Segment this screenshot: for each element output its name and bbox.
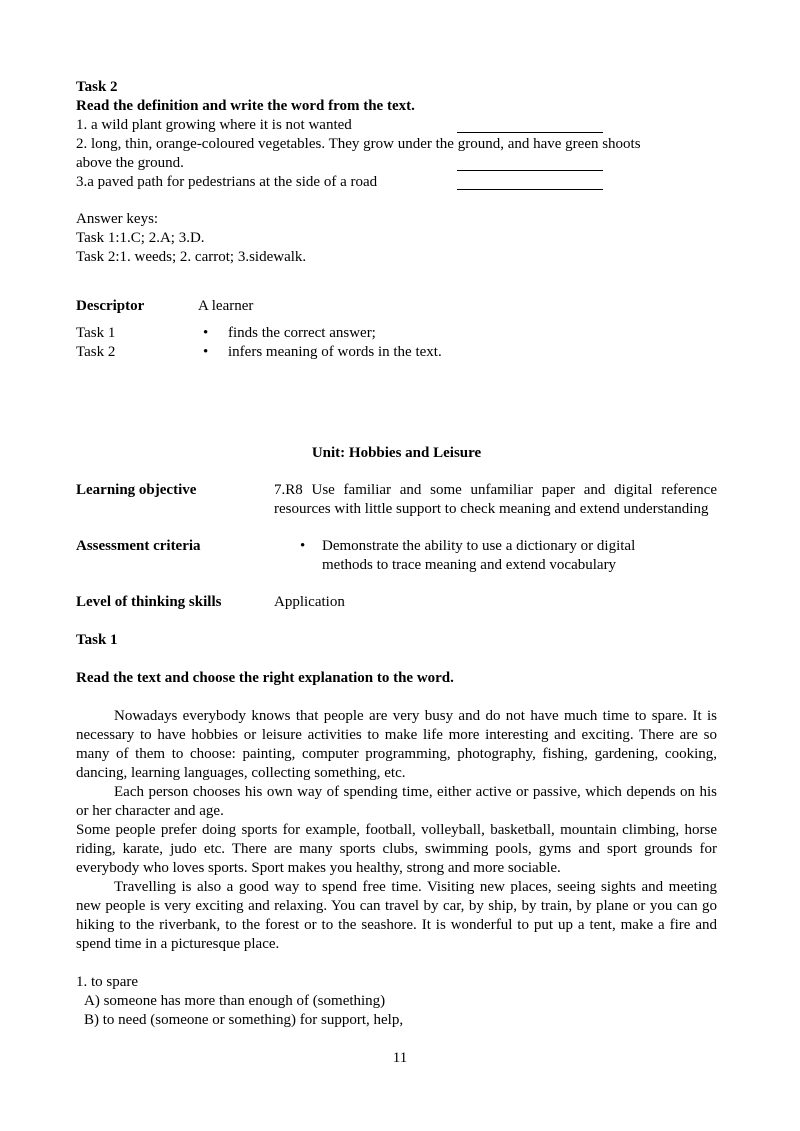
answer-key-task1: Task 1:1.C; 2.A; 3.D. [76, 230, 205, 246]
page-content [76, 78, 717, 1030]
reading-paragraph-3: Some people prefer doing sports for example, football, volleyball, basketball, mountain climbing, horse riding, karate, judo etc. There are many sports clubs, swimming pools, gyms and sport grounds for everybody who loves sports. Sport makes you healthy, strong and more sociable. [76, 822, 717, 876]
reading-paragraph-1: Nowadays everybody knows that people are very busy and do not have much time to spare. It is necessary to have hobbies or leisure activities to make life more interesting and exciting. There are so many of them to choose: painting, computer programming, photography, fishing, gardening, cooking, dancing, learning languages, collecting something, etc. [76, 708, 717, 781]
assessment-criteria-line1: Demonstrate the ability to use a dictionary or digital [322, 538, 636, 554]
reading-paragraph-2: Each person chooses his own way of spending time, either active or passive, which depends on his or her character and age. [76, 784, 717, 819]
answer-key-task2: Task 2:1. weeds; 2. carrot; 3.sidewalk. [76, 249, 307, 265]
assessment-criteria-label: Assessment criteria [76, 538, 201, 554]
learning-objective-row [76, 481, 717, 519]
descriptor-table [76, 297, 717, 381]
learning-objective-text: 7.R8 Use familiar and some unfamiliar paper and digital reference resources with little support to check meaning and extend understanding [274, 482, 717, 517]
unit-title: Unit: Hobbies and Leisure [311, 445, 482, 461]
definition-1-text: 1. a wild plant growing where it is not wanted [76, 117, 352, 133]
assessment-criteria-row [76, 537, 717, 575]
assessment-criteria-line2: methods to trace meaning and extend vocabulary [322, 557, 617, 573]
descriptor-learner: A learner [198, 298, 254, 314]
answer-blank-1[interactable] [457, 118, 603, 133]
assessment-criteria-value [274, 537, 717, 575]
task2-instruction: Read the definition and write the word from the text. [76, 98, 415, 114]
descriptor-bullet-2: • infers meaning of words in the text. [198, 343, 442, 362]
definition-2-text-cont: above the ground. [76, 155, 184, 171]
descriptor-bullet-1: • finds the correct answer; [198, 324, 442, 343]
question-1: 1. to spare [76, 974, 139, 990]
descriptor-task1: Task 1 [76, 325, 116, 341]
page-number: 11 [392, 1050, 408, 1066]
descriptor-bullets [198, 324, 442, 362]
definition-1 [76, 116, 717, 135]
answer-blank-3[interactable] [457, 175, 603, 190]
task1-instruction: Read the text and choose the right explanation to the word. [76, 670, 454, 686]
thinking-skills-row [76, 593, 717, 612]
definition-2 [76, 154, 717, 173]
assessment-bullet: • [300, 538, 306, 554]
definition-3 [76, 173, 717, 192]
answer-blank-2[interactable] [457, 156, 603, 171]
thinking-skills-value: Application [274, 594, 345, 610]
definition-3-text: 3.a paved path for pedestrians at the side of a road [76, 174, 378, 190]
reading-paragraph-4: Travelling is also a good way to spend free time. Visiting new places, seeing sights and meeting new people is very exciting and relaxing. You can travel by car, by ship, by train, by plane or you can go hiking to the riverbank, to the forest or to the seashore. It is wonderful to put up a tent, make a fire and spend time in a picturesque place. [76, 879, 717, 952]
task1-title: Task 1 [76, 632, 118, 648]
learning-objective-label: Learning objective [76, 482, 197, 498]
question-1-option-b[interactable]: B) to need (someone or something) for support, help, [84, 1012, 404, 1028]
definition-2-text: 2. long, thin, orange-coloured vegetables. They grow under the ground, and have green shoots [76, 136, 641, 152]
task2-title: Task 2 [76, 79, 118, 95]
question-1-option-a[interactable]: A) someone has more than enough of (something) [84, 993, 386, 1009]
thinking-skills-label: Level of thinking skills [76, 594, 222, 610]
descriptor-task2: Task 2 [76, 344, 116, 360]
answer-keys-heading: Answer keys: [76, 211, 159, 227]
descriptor-label: Descriptor [76, 298, 145, 314]
